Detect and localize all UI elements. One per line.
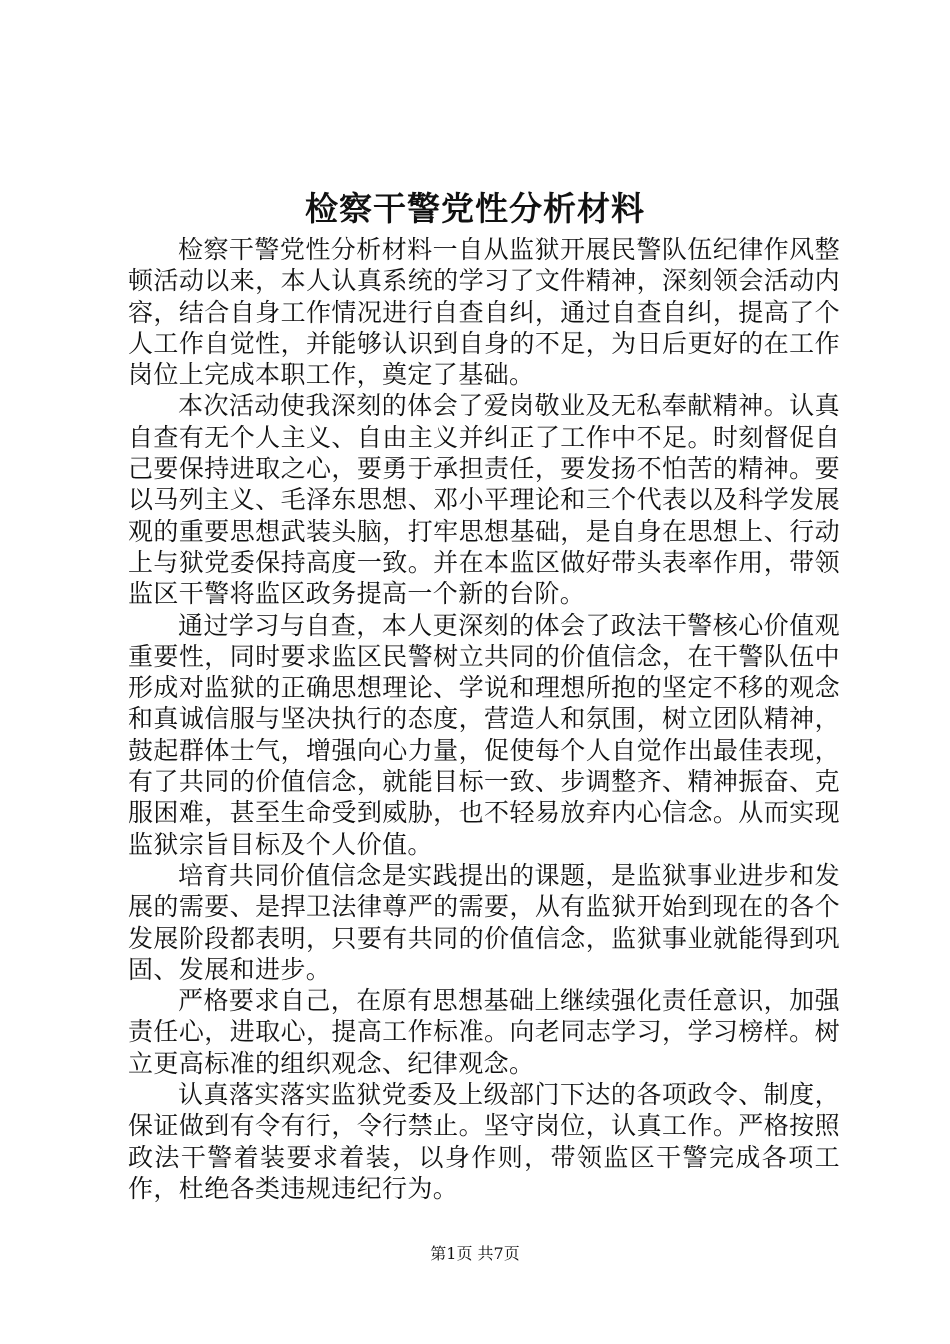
paragraph-2: 本次活动使我深刻的体会了爱岗敬业及无私奉献精神。认真自查有无个人主义、自由主义并纠正了工作中不足。时刻督促自己要保持进取之心，要勇于承担责任，要发扬不怕苦的精神。要以马列主义、毛泽东思想、邓小平理论和三个代表以及科学发展观的重要思想武装头脑，打牢思想基础，是自身在思想上、行动上与狱党委保持高度一致。并在本监区做好带头表率作用，带领监区干警将监区政务提高一个新的台阶。: [128, 391, 840, 609]
paragraph-1: 检察干警党性分析材料一自从监狱开展民警队伍纪律作风整顿活动以来，本人认真系统的学习了文件精神，深刻领会活动内容，结合自身工作情况进行自查自纠，通过自查自纠，提高了个人工作自觉性，并能够认识到自身的不足，为日后更好的在工作岗位上完成本职工作，奠定了基础。: [128, 235, 840, 390]
paragraph-6: 认真落实落实监狱党委及上级部门下达的各项政令、制度，保证做到有令有行，令行禁止。坚守岗位，认真工作。严格按照政法干警着装要求着装，以身作则，带领监区干警完成各项工作，杜绝各类违规违纪行为。: [128, 1080, 840, 1203]
paragraph-3: 通过学习与自查，本人更深刻的体会了政法干警核心价值观重要性，同时要求监区民警树立共同的价值信念，在干警队伍中形成对监狱的正确思想理论、学说和理想所抱的坚定不移的观念和真诚信服与坚决执行的态度，营造人和氛围，树立团队精神，鼓起群体士气，增强向心力量，促使每个人自觉作出最佳表现，有了共同的价值信念，就能目标一致、步调整齐、精神振奋、克服困难，甚至生命受到威胁，也不轻易放弃内心信念。从而实现监狱宗旨目标及个人价值。: [128, 610, 840, 859]
document-title: 检察干警党性分析材料: [305, 189, 645, 228]
document-body: [128, 234, 840, 1204]
paragraph-4: 培育共同价值信念是实践提出的课题，是监狱事业进步和发展的需要、是捍卫法律尊严的需要，从有监狱开始到现在的各个发展阶段都表明，只要有共同的价值信念，监狱事业就能得到巩固、发展和进步。: [128, 860, 840, 984]
page-number-footer: 第1页 共7页: [430, 1244, 520, 1263]
paragraph-5: 严格要求自己，在原有思想基础上继续强化责任意识，加强责任心，进取心，提高工作标准。向老同志学习，学习榜样。树立更高标准的组织观念、纪律观念。: [128, 986, 840, 1078]
